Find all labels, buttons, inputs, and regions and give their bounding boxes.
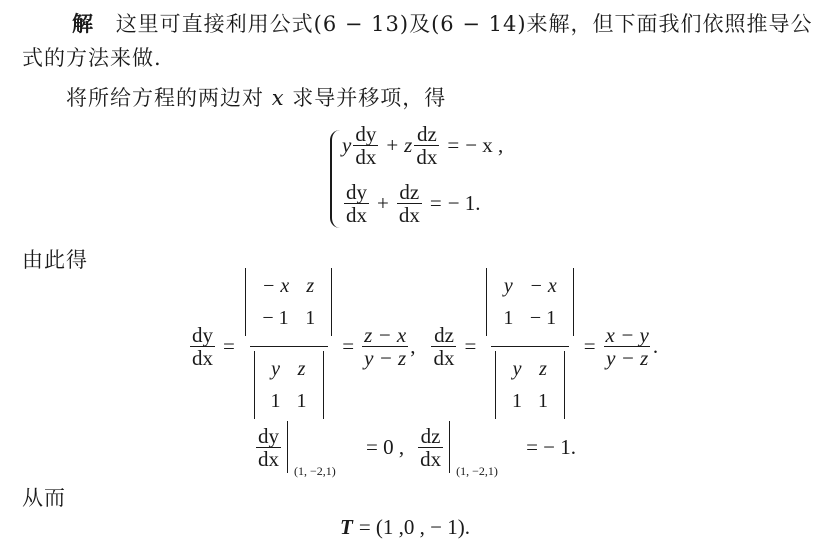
det-cell: y — [503, 274, 513, 297]
eval2-num: dz — [420, 423, 441, 448]
frac2-eq: = — [464, 333, 477, 358]
frac1-eq: = — [223, 333, 235, 358]
res2-den: y − z — [606, 345, 649, 370]
res1-num: z − x — [364, 322, 407, 347]
sys1-dx: dx — [355, 144, 377, 169]
frac2-den: dx — [433, 345, 455, 370]
frac1-num: dy — [192, 322, 213, 347]
det-cell: 1 — [503, 306, 514, 329]
result-2 — [604, 324, 651, 369]
det-cell: z — [297, 357, 306, 380]
solution-label: 解 — [72, 11, 94, 36]
sys1-rhs: − x , — [465, 132, 504, 157]
eval2-eq: = − 1. — [526, 434, 577, 459]
sys1-eq: = — [447, 132, 460, 157]
frac1-dy-dx — [190, 324, 215, 369]
eval1-sub: (1, −2,1) — [294, 464, 336, 478]
det2-denominator — [495, 351, 565, 419]
paragraph-2-text-a: 将所给方程的两边对 — [66, 86, 272, 110]
sys2-rhs: − 1. — [447, 190, 481, 215]
det-cell: − 1 — [529, 306, 557, 329]
frac2-dz-dx — [431, 324, 456, 369]
sys1-dy-dx — [353, 123, 378, 168]
sys2-dy-dx — [344, 181, 369, 226]
res2-end: . — [652, 333, 659, 358]
determinant-equations: $\frac{dy}{dx}$ = − x z − 1 1 y z 1 1 = $\frac{z - x}{y - z}$ , $\frac{dz}{dx}$ = y − x 1 − 1 y z 1 1 = $\frac{x - y}{y - z}$ . — [188, 280, 658, 412]
eval1-bar — [287, 421, 336, 478]
sys1-z: z — [404, 132, 413, 157]
det-cell: z — [539, 357, 547, 380]
det-cell: 1 — [270, 389, 281, 412]
final-T: T — [340, 514, 353, 539]
sys1-y: y — [342, 132, 352, 157]
system-eq-1 — [342, 120, 503, 170]
det-cell: 1 — [305, 306, 316, 329]
paragraph-2 — [66, 82, 446, 112]
sys1-dy: dy — [355, 121, 377, 146]
sys2-dy: dy — [346, 179, 367, 204]
det-fraction-2 — [482, 268, 577, 425]
res1-den: y − z — [364, 345, 407, 370]
result-1 — [362, 324, 408, 369]
sys2-plus: + — [377, 190, 389, 215]
det2-numerator — [486, 268, 573, 336]
det-cell: 1 — [296, 389, 307, 412]
det-cell: 1 — [538, 389, 549, 412]
sys2-dx: dx — [346, 202, 367, 227]
sys2-eq: = — [429, 190, 442, 215]
eval1-eq: = 0 , — [366, 434, 405, 459]
frac2-num: dz — [434, 322, 454, 347]
det-cell: − 1 — [262, 306, 289, 329]
sys2-dz: dz — [399, 179, 420, 204]
frac1-den: dx — [192, 345, 213, 370]
det-cell: y — [512, 357, 522, 380]
det-cell: y — [271, 357, 280, 380]
res2-num: x − y — [605, 322, 649, 347]
sys1-dx-2: dx — [416, 144, 438, 169]
det-cell: z — [306, 274, 315, 297]
eval1-den: dx — [258, 446, 279, 471]
paragraph-1-cont: 式的方法来做. — [22, 46, 162, 70]
eval2-sub: (1, −2,1) — [456, 464, 498, 478]
eval1-num: dy — [258, 423, 279, 448]
system-eq-2 — [342, 178, 481, 228]
paragraph-3: 由此得 — [22, 248, 88, 272]
final-rest: = (1 ,0 , − 1). — [358, 514, 471, 539]
det-cell: 1 — [512, 389, 523, 412]
sys2-dx-2: dx — [398, 202, 420, 227]
sys2-dz-dx — [397, 181, 422, 226]
system-brace — [330, 130, 340, 228]
eval2-bar — [449, 421, 498, 478]
eval1-frac — [256, 425, 281, 470]
det-fraction-1 — [241, 268, 336, 425]
evaluation-row — [254, 418, 576, 476]
res1-sep: , — [410, 333, 416, 358]
det-cell: − x — [261, 274, 290, 297]
eval2-den: dx — [420, 446, 442, 471]
eval2-frac — [418, 425, 443, 470]
det-cell: − x — [529, 274, 557, 297]
paragraph-2-var: x — [271, 86, 285, 110]
sys1-dz: dz — [416, 121, 437, 146]
det1-denominator — [254, 351, 324, 419]
det1-numerator — [245, 268, 332, 336]
paragraph-4: 从而 — [22, 486, 66, 510]
paragraph-1-text: 这里可直接利用公式(6 − 13)及(6 − 14)来解，但下面我们依照推导公 — [115, 12, 813, 36]
final-result — [340, 512, 470, 542]
sys1-plus: + — [386, 132, 399, 157]
paragraph-2-text-b: 求导并移项，得 — [284, 86, 447, 110]
sys1-dz-dx — [414, 123, 439, 168]
paragraph-1 — [72, 8, 813, 38]
